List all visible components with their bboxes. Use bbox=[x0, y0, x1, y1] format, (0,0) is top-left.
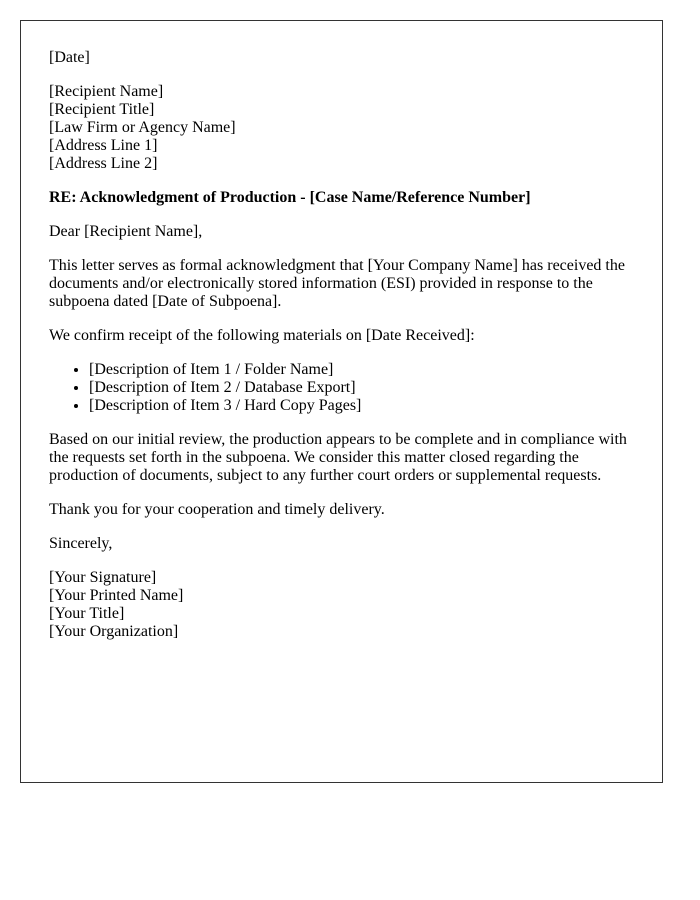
signature-block bbox=[49, 569, 634, 641]
subject-line: RE: Acknowledgment of Production - [Case Name/Reference Number] bbox=[49, 189, 531, 206]
body-paragraph-2: We confirm receipt of the following materials on [Date Received]: bbox=[49, 327, 475, 344]
closing: Sincerely, bbox=[49, 535, 113, 552]
recipient-name: [Recipient Name] bbox=[49, 83, 164, 100]
recipient-address-2: [Address Line 2] bbox=[49, 155, 158, 172]
salutation: Dear [Recipient Name], bbox=[49, 223, 203, 240]
body-paragraph-1: This letter serves as formal acknowledgment that [Your Company Name] has received the documents and/or electronically stored information (ESI) provided in response to the subpoena dated [Date of Subpoena]. bbox=[49, 257, 625, 310]
printed-name: [Your Printed Name] bbox=[49, 587, 184, 604]
letter bbox=[20, 20, 663, 783]
sender-organization: [Your Organization] bbox=[49, 623, 179, 640]
recipient-block bbox=[49, 83, 634, 173]
body-paragraph-3: Based on our initial review, the production appears to be complete and in compliance with the requests set forth in the subpoena. We consider this matter closed regarding the production of documents, subject to any further court orders or supplemental requests. bbox=[49, 431, 627, 484]
body-paragraph-4: Thank you for your cooperation and timely delivery. bbox=[49, 501, 385, 518]
list-item: • [Description of Item 2 / Database Export] bbox=[89, 379, 634, 397]
signature: [Your Signature] bbox=[49, 569, 157, 586]
recipient-address-1: [Address Line 1] bbox=[49, 137, 158, 154]
list-item: • [Description of Item 1 / Folder Name] bbox=[89, 361, 634, 379]
materials-list bbox=[49, 361, 634, 415]
letter-date: [Date] bbox=[49, 49, 90, 66]
list-item: • [Description of Item 3 / Hard Copy Pages] bbox=[89, 397, 634, 415]
sender-title: [Your Title] bbox=[49, 605, 125, 622]
recipient-firm: [Law Firm or Agency Name] bbox=[49, 119, 236, 136]
recipient-title: [Recipient Title] bbox=[49, 101, 155, 118]
